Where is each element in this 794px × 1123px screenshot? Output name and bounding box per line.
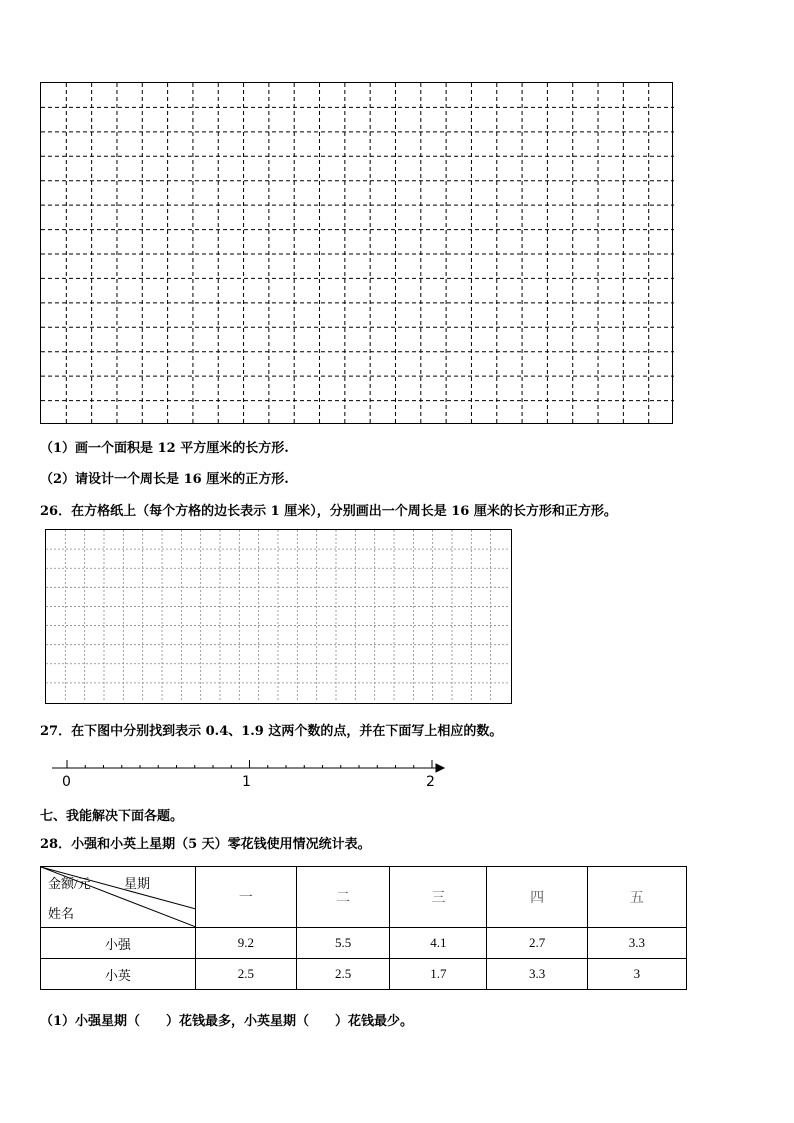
q26-text: 26．在方格纸上（每个方格的边长表示 1 厘米），分别画出一个周长是 16 厘米的长方形和正方形。 — [40, 504, 617, 519]
q25-part2: （2）请设计一个周长是 16 厘米的正方形. — [40, 472, 289, 487]
grid-paper-small — [45, 529, 512, 704]
day-header: 二 — [296, 867, 389, 928]
grid-lines-small — [46, 530, 510, 702]
number-line — [40, 756, 460, 796]
header-week-label: 星期 — [124, 876, 151, 891]
table-cell: 3 — [587, 959, 686, 990]
table-cell: 3.3 — [487, 959, 587, 990]
table-header-diagonal-cell — [41, 867, 196, 928]
number-line-label-0: 0 — [62, 774, 71, 790]
table-row — [41, 959, 687, 990]
row-name: 小强 — [41, 928, 196, 959]
header-name-label: 姓名 — [48, 906, 75, 921]
number-line-label-1: 1 — [242, 774, 251, 790]
table-cell: 4.1 — [390, 928, 487, 959]
day-header: 三 — [390, 867, 487, 928]
header-amount-label: 金额/元 — [48, 876, 91, 891]
table-cell: 5.5 — [296, 928, 389, 959]
day-header: 一 — [195, 867, 296, 928]
q28-sub1: （1）小强星期（ ）花钱最多，小英星期（ ）花钱最少。 — [40, 1014, 414, 1029]
table-cell: 3.3 — [587, 928, 686, 959]
table-cell: 2.5 — [296, 959, 389, 990]
row-name: 小英 — [41, 959, 196, 990]
day-header: 五 — [587, 867, 686, 928]
q28-text: 28．小强和小英上星期（5 天）零花钱使用情况统计表。 — [40, 837, 371, 852]
table-cell: 2.5 — [195, 959, 296, 990]
allowance-table — [40, 866, 687, 990]
section7-title: 七、我能解决下面各题。 — [40, 809, 184, 824]
table-cell: 1.7 — [390, 959, 487, 990]
q25-part1: （1）画一个面积是 12 平方厘米的长方形. — [40, 441, 289, 456]
number-line-label-2: 2 — [426, 774, 435, 790]
table-cell: 9.2 — [195, 928, 296, 959]
table-row — [41, 928, 687, 959]
grid-paper-large — [40, 82, 673, 424]
q27-text: 27．在下图中分别找到表示 0.4、1.9 这两个数的点，并在下面写上相应的数。 — [40, 724, 503, 739]
grid-lines-large — [41, 83, 674, 425]
table-cell: 2.7 — [487, 928, 587, 959]
day-header: 四 — [487, 867, 587, 928]
